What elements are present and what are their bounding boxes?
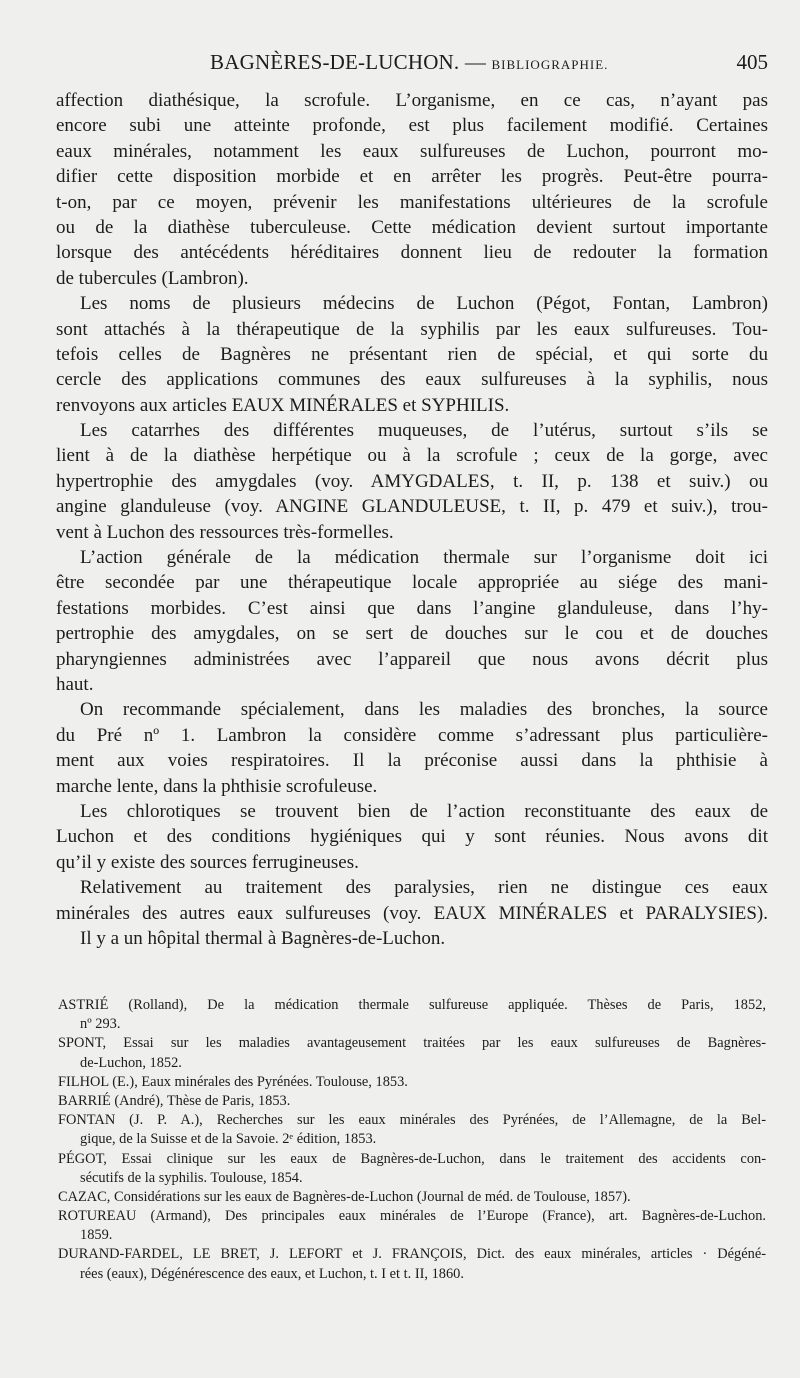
text-line: t-on, par ce moyen, prévenir les manifestations ultérieures de la scrofule: [56, 191, 768, 213]
text-line: minérales des autres eaux sulfureuses (voy. EAUX MINÉRALES et PARALYSIES).: [56, 902, 768, 924]
reference-line: ASTRIÉ (Rolland), De la médication thermale sulfureuse appliquée. Thèses de Paris, 1852,: [58, 997, 766, 1013]
text-line: difier cette disposition morbide et en arrêter les progrès. Peut-être pourra-: [56, 166, 768, 188]
running-head: [210, 50, 608, 75]
text-line: angine glanduleuse (voy. ANGINE GLANDULEUSE, t. II, p. 479 et suiv.), trou-: [56, 496, 768, 518]
reference-line: rées (eaux), Dégénérescence des eaux, et Luchon, t. I et t. II, 1860.: [80, 1265, 464, 1282]
text-line: Les chlorotiques se trouvent bien de l’action reconstituante des eaux de: [80, 800, 768, 822]
text-line: de tubercules (Lambron).: [56, 267, 249, 289]
text-line: encore subi une atteinte profonde, est plus facilement modifié. Certaines: [56, 115, 768, 137]
reference-line: sécutifs de la syphilis. Toulouse, 1854.: [80, 1169, 303, 1186]
text-line: cercle des applications communes des eaux sulfureuses à la syphilis, nous: [56, 369, 768, 391]
text-line: être secondée par une thérapeutique locale appropriée au siége des mani-: [56, 572, 768, 594]
reference-line: gique, de la Suisse et de la Savoie. 2ᵉ édition, 1853.: [80, 1131, 377, 1148]
reference-line: FILHOL (E.), Eaux minérales des Pyrénées. Toulouse, 1853.: [58, 1073, 408, 1090]
text-line: eaux minérales, notamment les eaux sulfureuses de Luchon, pourront mo-: [56, 140, 768, 162]
text-line: festations morbides. C’est ainsi que dans l’angine glanduleuse, dans l’hy-: [56, 597, 768, 619]
text-line: lient à de la diathèse herpétique ou à la scrofule ; ceux de la gorge, avec: [56, 445, 768, 467]
reference-line: 1859.: [80, 1227, 113, 1244]
text-line: affection diathésique, la scrofule. L’organisme, en ce cas, n’ayant pas: [56, 90, 768, 111]
text-line: du Pré nº 1. Lambron la considère comme s’adressant plus particulière-: [56, 724, 768, 746]
text-line: hypertrophie des amygdales (voy. AMYGDALES, t. II, p. 138 et suiv.) ou: [56, 470, 768, 492]
running-title: BAGNÈRES-DE-LUCHON. —: [210, 50, 487, 74]
text-line: vent à Luchon des ressources très-formelles.: [56, 521, 394, 543]
text-line: marche lente, dans la phthisie scrofuleuse.: [56, 775, 378, 797]
page-header: [210, 50, 770, 80]
reference-line: de-Luchon, 1852.: [80, 1054, 182, 1071]
reference-line: CAZAC, Considérations sur les eaux de Bagnères-de-Luchon (Journal de méd. de Toulouse, 1857).: [58, 1188, 631, 1205]
page-number: 405: [736, 50, 768, 74]
text-line: ment aux voies respiratoires. Il la préconise aussi dans la phthisie à: [56, 750, 768, 772]
reference-line: ROTUREAU (Armand), Des principales eaux minérales de l’Europe (France), art. Bagnères-de-Luchon.: [58, 1208, 766, 1225]
reference-line: BARRIÉ (André), Thèse de Paris, 1853.: [58, 1092, 291, 1109]
text-line: Les noms de plusieurs médecins de Luchon (Pégot, Fontan, Lambron): [80, 293, 768, 315]
bibliography: [58, 996, 766, 1284]
text-line: haut.: [56, 673, 94, 695]
text-line: ou de la diathèse tuberculeuse. Cette médication devient surtout importante: [56, 216, 768, 238]
text-line: On recommande spécialement, dans les maladies des bronches, la source: [80, 699, 768, 721]
text-line: pharyngiennes administrées avec l’appareil que nous avons décrit plus: [56, 648, 768, 670]
reference-line: PÉGOT, Essai clinique sur les eaux de Bagnères-de-Luchon, dans le traitement des accidents con-: [58, 1150, 766, 1167]
text-line: sont attachés à la thérapeutique de la syphilis par les eaux sulfureuses. Tou-: [56, 318, 768, 340]
text-line: renvoyons aux articles EAUX MINÉRALES et SYPHILIS.: [56, 394, 510, 416]
reference-line: FONTAN (J. P. A.), Recherches sur les eaux minérales des Pyrénées, de l’Allemagne, de la Bel-: [58, 1112, 766, 1129]
reference-line: DURAND-FARDEL, LE BRET, J. LEFORT et J. FRANÇOIS, Dict. des eaux minérales, articles · Dégéné-: [58, 1246, 766, 1263]
text-line: tefois celles de Bagnères ne présentant rien de spécial, et qui sorte du: [56, 343, 768, 365]
text-line: Les catarrhes des différentes muqueuses, de l’utérus, surtout s’ils se: [80, 420, 768, 442]
text-line: Il y a un hôpital thermal à Bagnères-de-Luchon.: [80, 927, 446, 949]
text-line: L’action générale de la médication thermale sur l’organisme doit ici: [80, 547, 768, 569]
text-line: Luchon et des conditions hygiéniques qui y sont réunies. Nous avons dit: [56, 826, 768, 848]
reference-line: nº 293.: [80, 1016, 121, 1033]
body-text: [56, 88, 768, 951]
text-line: Relativement au traitement des paralysies, rien ne distingue ces eaux: [80, 877, 768, 899]
text-line: qu’il y existe des sources ferrugineuses.: [56, 851, 359, 873]
text-line: pertrophie des amygdales, on se sert de douches sur le cou et de douches: [56, 623, 768, 645]
section-title: BIBLIOGRAPHIE.: [491, 57, 609, 72]
text-line: lorsque des antécédents héréditaires donnent lieu de redouter la formation: [56, 242, 768, 264]
reference-line: SPONT, Essai sur les maladies avantageusement traitées par les eaux sulfureuses de Bagnères-: [58, 1035, 766, 1052]
